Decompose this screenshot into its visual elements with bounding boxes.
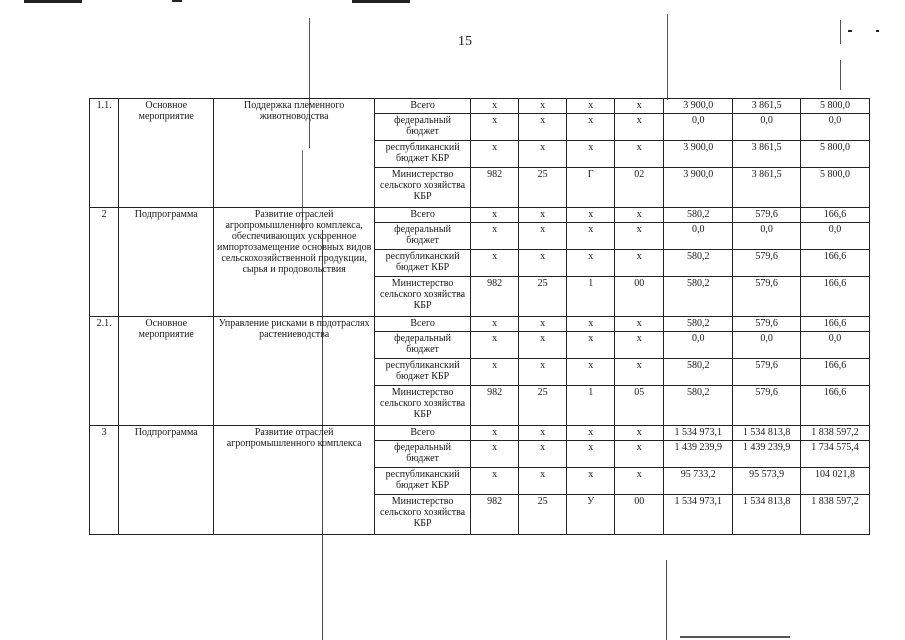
code-grbs: 982 <box>471 277 519 317</box>
row-title: Развитие отраслей агропромышленного комплекса, обеспечивающих ускоренное импортозамещение основных видов сельскохозяйственной продукции, сырья и продовольствия <box>214 208 375 317</box>
funding-source: республиканский бюджет КБР <box>375 141 471 168</box>
row-number: 2.1. <box>90 317 119 426</box>
amount-year-2: 579,6 <box>733 359 801 386</box>
code-rzpr: х <box>519 141 567 168</box>
code-rzpr: 25 <box>519 386 567 426</box>
code-vr: х <box>615 468 664 495</box>
amount-year-3: 5 800,0 <box>801 99 870 114</box>
code-rzpr: х <box>519 359 567 386</box>
code-grbs: х <box>471 317 519 332</box>
code-csr: х <box>567 468 615 495</box>
code-rzpr: х <box>519 468 567 495</box>
amount-year-3: 166,6 <box>801 277 870 317</box>
row-title: Развитие отраслей агропромышленного комплекса <box>214 426 375 535</box>
amount-year-3: 5 800,0 <box>801 141 870 168</box>
code-grbs: 982 <box>471 168 519 208</box>
code-csr: 1 <box>567 386 615 426</box>
code-grbs: х <box>471 208 519 223</box>
code-rzpr: х <box>519 114 567 141</box>
code-csr: х <box>567 99 615 114</box>
code-csr: х <box>567 441 615 468</box>
amount-year-1: 0,0 <box>664 114 733 141</box>
amount-year-3: 166,6 <box>801 359 870 386</box>
code-csr: х <box>567 141 615 168</box>
amount-year-3: 0,0 <box>801 223 870 250</box>
amount-year-2: 3 861,5 <box>733 141 801 168</box>
code-grbs: х <box>471 426 519 441</box>
row-kind: Подпрограмма <box>119 426 214 535</box>
row-number: 1.1. <box>90 99 119 208</box>
row-number: 3 <box>90 426 119 535</box>
scan-mark <box>172 0 182 2</box>
scan-mark <box>680 636 790 638</box>
funding-source: Министерство сельского хозяйства КБР <box>375 277 471 317</box>
code-grbs: х <box>471 141 519 168</box>
funding-source: федеральный бюджет <box>375 441 471 468</box>
funding-source: Министерство сельского хозяйства КБР <box>375 168 471 208</box>
funding-source: республиканский бюджет КБР <box>375 468 471 495</box>
code-grbs: 982 <box>471 495 519 535</box>
amount-year-3: 5 800,0 <box>801 168 870 208</box>
funding-source: Всего <box>375 426 471 441</box>
code-csr: х <box>567 223 615 250</box>
amount-year-3: 166,6 <box>801 386 870 426</box>
amount-year-3: 1 838 597,2 <box>801 426 870 441</box>
amount-year-1: 3 900,0 <box>664 99 733 114</box>
row-number: 2 <box>90 208 119 317</box>
code-vr: х <box>615 250 664 277</box>
amount-year-3: 0,0 <box>801 114 870 141</box>
amount-year-2: 0,0 <box>733 223 801 250</box>
code-grbs: х <box>471 223 519 250</box>
scan-mark <box>667 14 668 100</box>
amount-year-2: 579,6 <box>733 250 801 277</box>
funding-source: Всего <box>375 99 471 114</box>
funding-source: Всего <box>375 208 471 223</box>
scan-mark <box>840 20 841 44</box>
amount-year-2: 3 861,5 <box>733 168 801 208</box>
code-vr: х <box>615 208 664 223</box>
code-rzpr: х <box>519 332 567 359</box>
funding-source: Всего <box>375 317 471 332</box>
row-kind: Подпрограмма <box>119 208 214 317</box>
row-title: Управление рисками в подотраслях растениеводства <box>214 317 375 426</box>
amount-year-2: 1 534 813,8 <box>733 426 801 441</box>
amount-year-1: 1 439 239,9 <box>664 441 733 468</box>
code-csr: х <box>567 114 615 141</box>
code-rzpr: х <box>519 250 567 277</box>
scan-mark <box>352 0 410 3</box>
code-csr: 1 <box>567 277 615 317</box>
amount-year-1: 580,2 <box>664 386 733 426</box>
table-row <box>90 99 870 114</box>
funding-source: федеральный бюджет <box>375 114 471 141</box>
code-rzpr: х <box>519 426 567 441</box>
funding-source: Министерство сельского хозяйства КБР <box>375 495 471 535</box>
code-grbs: х <box>471 114 519 141</box>
amount-year-3: 166,6 <box>801 250 870 277</box>
amount-year-1: 580,2 <box>664 359 733 386</box>
code-vr: х <box>615 332 664 359</box>
amount-year-2: 579,6 <box>733 386 801 426</box>
code-csr: х <box>567 208 615 223</box>
code-rzpr: х <box>519 317 567 332</box>
amount-year-1: 3 900,0 <box>664 141 733 168</box>
code-rzpr: 25 <box>519 277 567 317</box>
amount-year-1: 1 534 973,1 <box>664 495 733 535</box>
table-row <box>90 317 870 332</box>
amount-year-3: 0,0 <box>801 332 870 359</box>
scan-mark <box>666 560 667 640</box>
code-vr: х <box>615 114 664 141</box>
code-csr: х <box>567 359 615 386</box>
amount-year-2: 1 439 239,9 <box>733 441 801 468</box>
code-csr: х <box>567 250 615 277</box>
amount-year-1: 0,0 <box>664 223 733 250</box>
code-rzpr: 25 <box>519 495 567 535</box>
code-rzpr: 25 <box>519 168 567 208</box>
amount-year-2: 579,6 <box>733 277 801 317</box>
amount-year-1: 580,2 <box>664 277 733 317</box>
amount-year-3: 1 838 597,2 <box>801 495 870 535</box>
amount-year-1: 3 900,0 <box>664 168 733 208</box>
code-rzpr: х <box>519 208 567 223</box>
code-csr: х <box>567 332 615 359</box>
funding-source: республиканский бюджет КБР <box>375 359 471 386</box>
code-vr: х <box>615 317 664 332</box>
budget-table <box>89 98 870 535</box>
funding-source: федеральный бюджет <box>375 332 471 359</box>
code-vr: х <box>615 141 664 168</box>
code-vr: х <box>615 426 664 441</box>
amount-year-2: 0,0 <box>733 332 801 359</box>
funding-source: республиканский бюджет КБР <box>375 250 471 277</box>
amount-year-1: 0,0 <box>664 332 733 359</box>
amount-year-2: 579,6 <box>733 208 801 223</box>
amount-year-1: 95 733,2 <box>664 468 733 495</box>
scan-mark <box>876 30 879 32</box>
code-grbs: х <box>471 332 519 359</box>
page-number: 15 <box>458 34 472 49</box>
amount-year-1: 580,2 <box>664 208 733 223</box>
table-row <box>90 208 870 223</box>
code-csr: х <box>567 317 615 332</box>
amount-year-2: 0,0 <box>733 114 801 141</box>
code-rzpr: х <box>519 441 567 468</box>
scan-mark <box>24 0 82 3</box>
code-csr: Г <box>567 168 615 208</box>
code-grbs: х <box>471 441 519 468</box>
code-vr: 00 <box>615 277 664 317</box>
code-vr: х <box>615 99 664 114</box>
code-csr: У <box>567 495 615 535</box>
scan-mark <box>840 60 841 90</box>
table-row <box>90 426 870 441</box>
funding-source: федеральный бюджет <box>375 223 471 250</box>
amount-year-2: 3 861,5 <box>733 99 801 114</box>
amount-year-3: 166,6 <box>801 317 870 332</box>
code-rzpr: х <box>519 99 567 114</box>
amount-year-1: 580,2 <box>664 317 733 332</box>
table-body <box>90 99 870 535</box>
amount-year-2: 579,6 <box>733 317 801 332</box>
amount-year-2: 1 534 813,8 <box>733 495 801 535</box>
code-grbs: х <box>471 468 519 495</box>
code-csr: х <box>567 426 615 441</box>
code-grbs: х <box>471 359 519 386</box>
code-rzpr: х <box>519 223 567 250</box>
row-title: Поддержка племенного животноводства <box>214 99 375 208</box>
amount-year-3: 166,6 <box>801 208 870 223</box>
scan-mark <box>848 30 852 32</box>
code-vr: 00 <box>615 495 664 535</box>
code-grbs: х <box>471 99 519 114</box>
code-vr: х <box>615 223 664 250</box>
amount-year-2: 95 573,9 <box>733 468 801 495</box>
code-vr: 02 <box>615 168 664 208</box>
amount-year-3: 104 021,8 <box>801 468 870 495</box>
code-grbs: 982 <box>471 386 519 426</box>
row-kind: Основное мероприятие <box>119 317 214 426</box>
code-vr: х <box>615 359 664 386</box>
funding-source: Министерство сельского хозяйства КБР <box>375 386 471 426</box>
row-kind: Основное мероприятие <box>119 99 214 208</box>
amount-year-1: 580,2 <box>664 250 733 277</box>
amount-year-1: 1 534 973,1 <box>664 426 733 441</box>
amount-year-3: 1 734 575,4 <box>801 441 870 468</box>
code-grbs: х <box>471 250 519 277</box>
code-vr: 05 <box>615 386 664 426</box>
code-vr: х <box>615 441 664 468</box>
